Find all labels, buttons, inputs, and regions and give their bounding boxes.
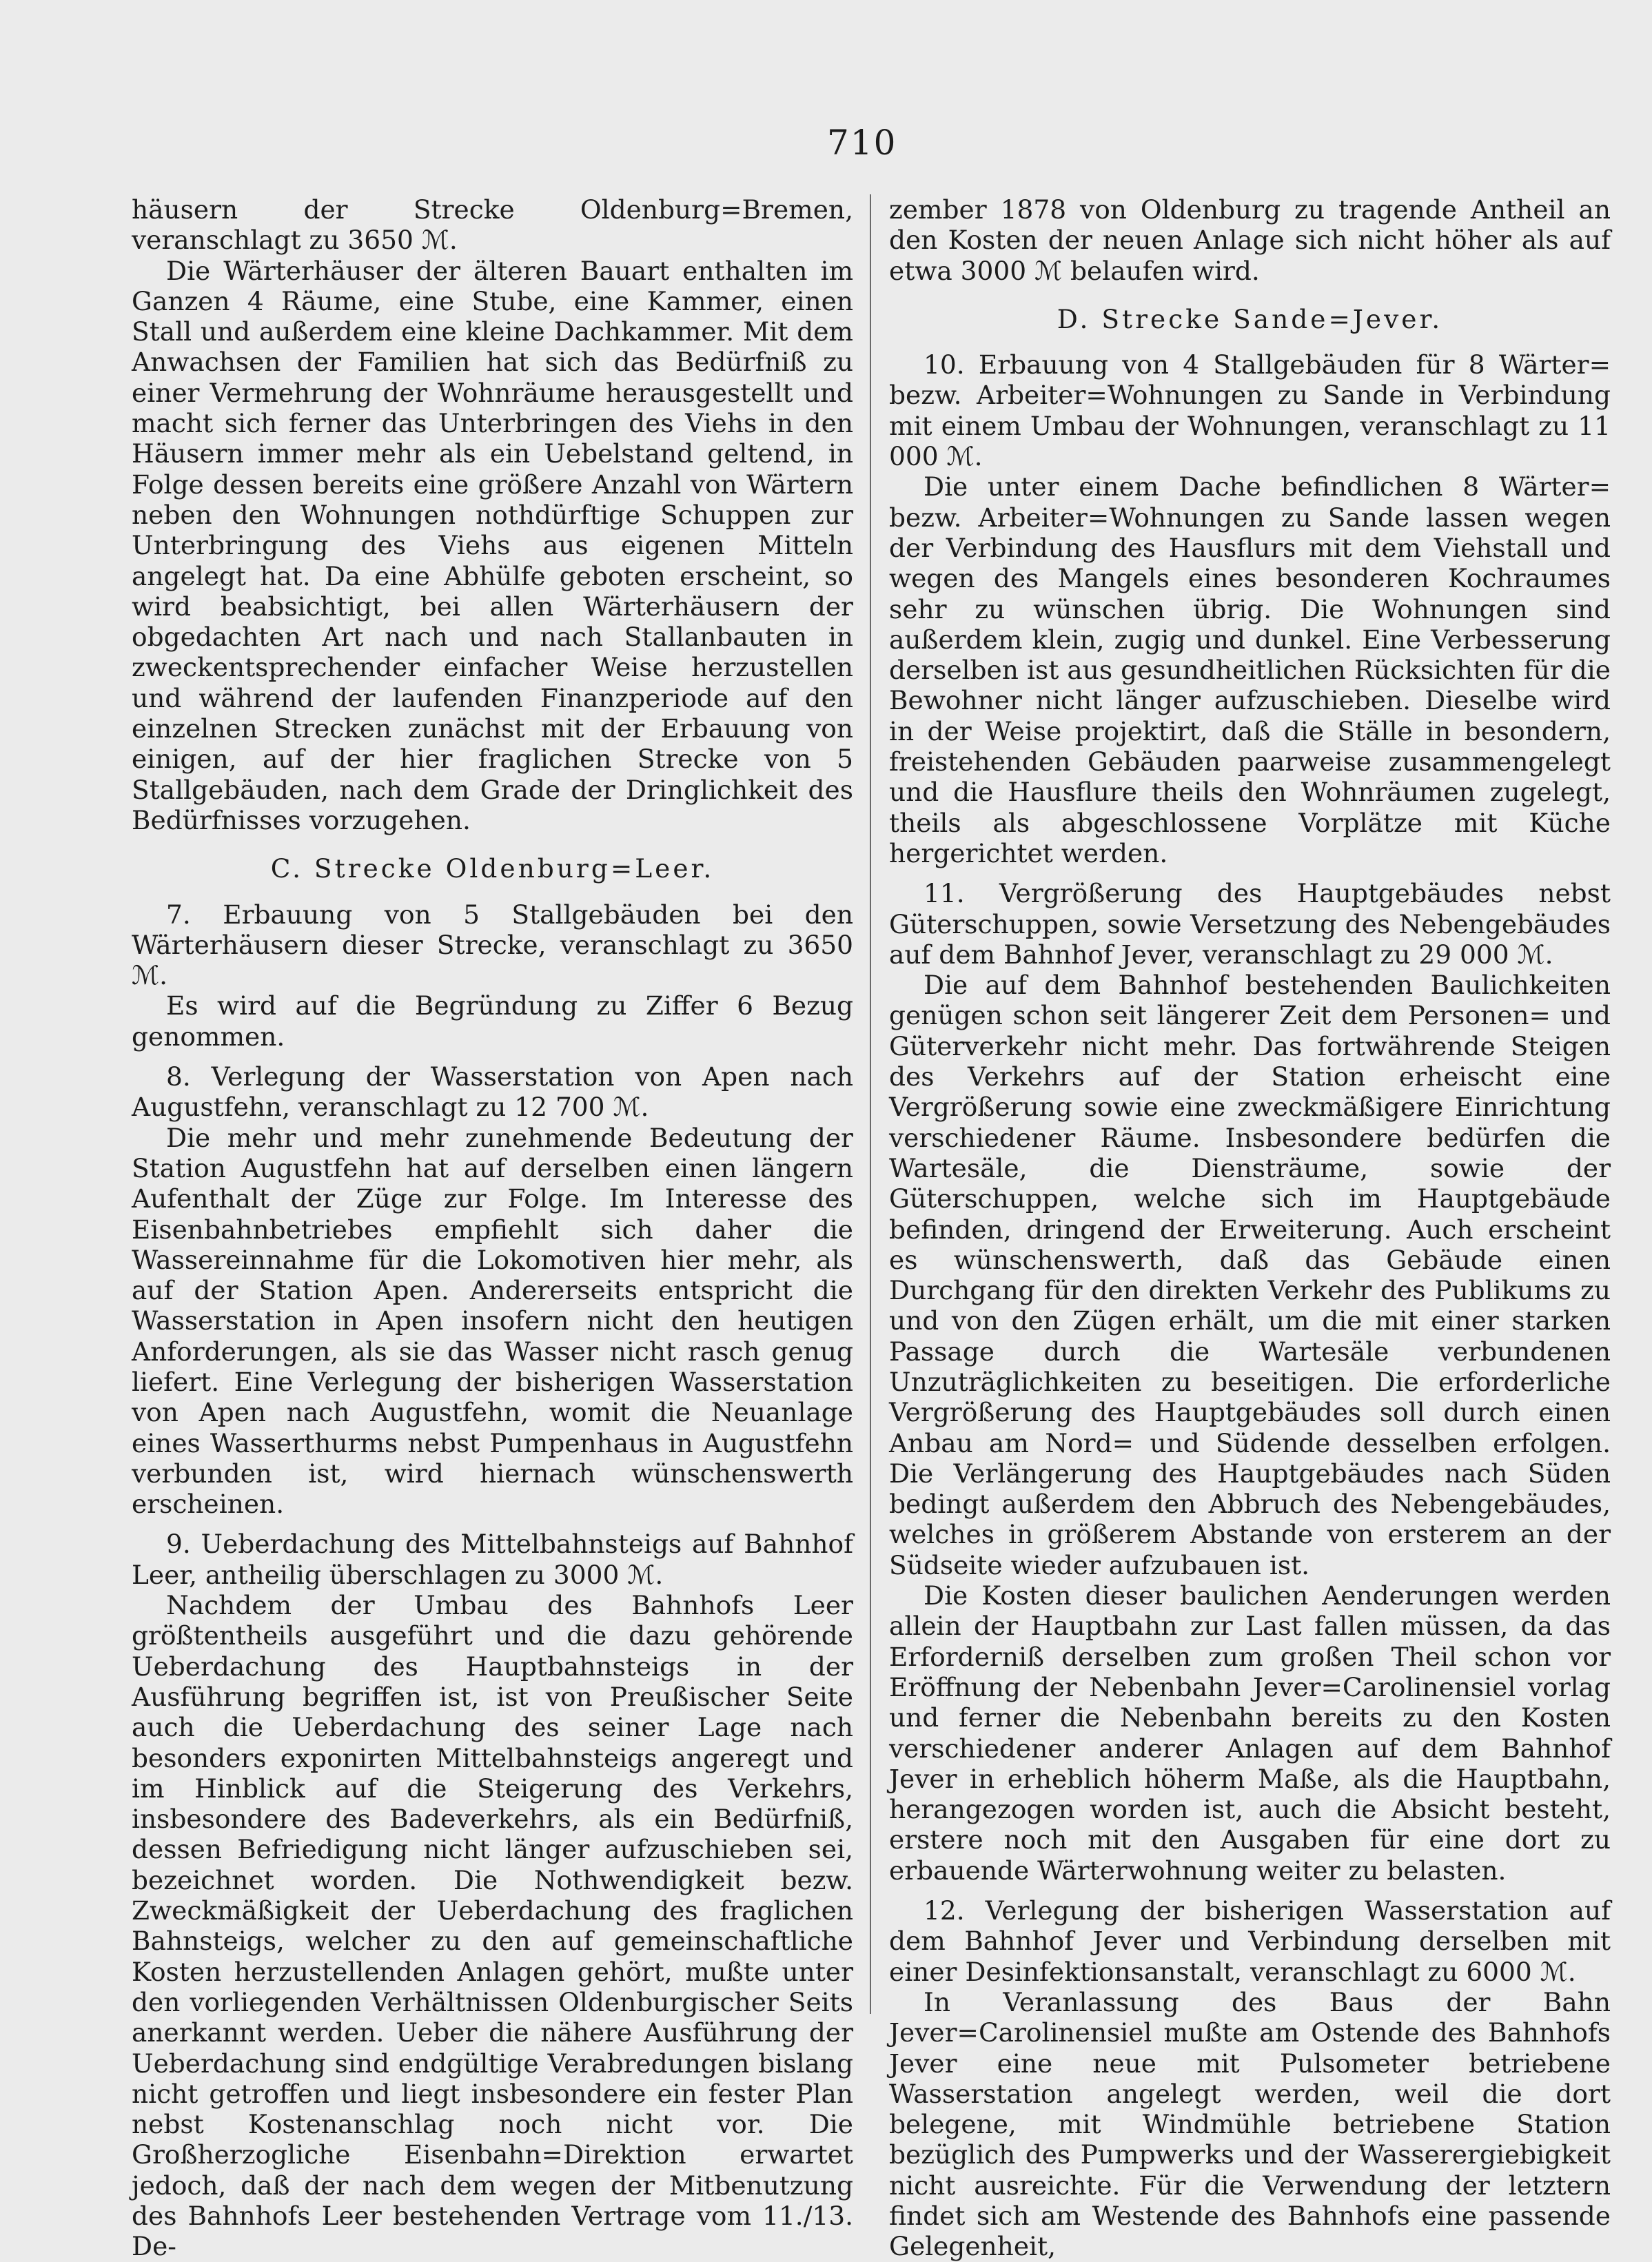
paragraph: Die Wärterhäuser der älteren Bauart enthalten im Ganzen 4 Räume, eine Stube, eine Kammer, einen Stall und außerdem eine kleine Dachkammer. Mit dem Anwachsen der Familien hat sich das Bedürfniß zu einer Vermehrung der Wohnräume herausgestellt und macht sich ferner das Unterbringen des Viehs in den Häusern immer mehr als ein Uebelstand geltend, in Folge dessen bereits eine größere Anzahl von Wärtern neben den Wohnungen nothdürftige Schuppen zur Unterbringung des Viehs aus eigenen Mitteln angelegt hat. Da eine Abhülfe geboten erscheint, so wird beabsichtigt, bei allen Wärterhäusern der obgedachten Art nach und nach Stallanbauten in zweckentsprechender einfacher Weise herzustellen und während der laufenden Finanzperiode auf den einzelnen Strecken zunächst mit der Erbauung von einigen, auf der hier fraglichen Strecke von 5 Stallgebäuden, nach dem Grade der Dringlichkeit des Bedürfnisses vorzugehen. (132, 255, 853, 835)
numbered-item: 7. Erbauung von 5 Stallgebäuden bei den Wärterhäusern dieser Strecke, veranschlagt zu 3650 ℳ. (132, 899, 853, 991)
paragraph: In Veranlassung des Baus der Bahn Jever=Carolinensiel mußte am Ostende des Bahnhofs Jever eine neue mit Pulsometer betriebene Wasserstation angelegt werden, weil die dort belegene, mit Windmühle betriebene Station bezüglich des Pumpwerks und der Wasserergiebigkeit nicht ausreichte. Für die Verwendung der letztern findet sich am Westende des Bahnhofs eine passende Gelegenheit, (889, 1986, 1611, 2262)
column-divider (870, 194, 871, 2014)
paragraph: Die unter einem Dache befindlichen 8 Wärter= bezw. Arbeiter=Wohnungen zu Sande lassen wegen der Verbindung des Hausflurs mit dem Viehstall und wegen des Mangels eines besonderen Kochraumes sehr zu wünschen übrig. Die Wohnungen sind außerdem klein, zugig und dunkel. Eine Verbesserung derselben ist aus gesundheitlichen Rücksichten für die Bewohner nicht länger aufzuschieben. Dieselbe wird in der Weise projektirt, daß die Ställe in besondern, freistehenden Gebäuden paarweise zusammengelegt und die Hausflure theils den Wohnräumen zugelegt, theils als abgeschlossene Vorplätze mit Küche hergerichtet werden. (889, 471, 1611, 868)
page-number: 710 (827, 123, 897, 163)
numbered-item: 12. Verlegung der bisherigen Wasserstation auf dem Bahnhof Jever und Verbindung derselben mit einer Desinfektionsanstalt, veranschlagt zu 6000 ℳ. (889, 1895, 1611, 1987)
numbered-item: 10. Erbauung von 4 Stallgebäuden für 8 Wärter= bezw. Arbeiter=Wohnungen zu Sande in Verbindung mit einem Umbau der Wohnungen, veranschlagt zu 11 000 ℳ. (889, 349, 1611, 472)
paragraph: Es wird auf die Begründung zu Ziffer 6 Bezug genommen. (132, 990, 853, 1052)
paragraph: häusern der Strecke Oldenburg=Bremen, veranschlagt zu 3650 ℳ. (132, 194, 853, 256)
paragraph: Die mehr und mehr zunehmende Bedeutung der Station Augustfehn hat auf derselben einen längern Aufenthalt der Züge zur Folge. Im Interesse des Eisenbahnbetriebes empfiehlt sich daher die Wassereinnahme für die Lokomotiven hier mehr, als auf der Station Apen. Andererseits entspricht die Wasserstation in Apen insofern nicht den heutigen Anforderungen, als sie das Wasser nicht rasch genug liefert. Eine Verlegung der bisherigen Wasserstation von Apen nach Augustfehn, womit die Neuanlage eines Wasserthurms nebst Pumpenhaus in Augustfehn verbunden ist, wird hiernach wünschenswerth erscheinen. (132, 1122, 853, 1520)
paragraph: Die auf dem Bahnhof bestehenden Baulichkeiten genügen schon seit längerer Zeit dem Personen= und Güterverkehr nicht mehr. Das fortwährende Steigen des Verkehrs auf der Station erheischt eine Vergrößerung sowie eine zweckmäßigere Einrichtung verschiedener Räume. Insbesondere bedürfen die Wartesäle, die Diensträume, sowie der Güterschuppen, welche sich im Hauptgebäude befinden, dringend der Erweiterung. Auch erscheint es wünschenswerth, daß das Gebäude einen Durchgang für den direkten Verkehr des Publikums zu und von den Zügen erhält, um die mit einer starken Passage durch die Wartesäle verbundenen Unzuträglichkeiten zu beseitigen. Die erforderliche Vergrößerung des Hauptgebäudes soll durch einen Anbau am Nord= und Südende desselben erfolgen. Die Verlängerung des Hauptgebäudes nach Süden bedingt außerdem den Abbruch des Nebengebäudes, welches in größerem Abstande von ersterem an der Südseite wieder aufzubauen ist. (889, 970, 1611, 1580)
right-column (889, 194, 1611, 2262)
numbered-item: 8. Verlegung der Wasserstation von Apen nach Augustfehn, veranschlagt zu 12 700 ℳ. (132, 1061, 853, 1123)
paragraph: Nachdem der Umbau des Bahnhofs Leer größtentheils ausgeführt und die dazu gehörende Ueberdachung des Hauptbahnsteigs in der Ausführung begriffen ist, ist von Preußischer Seite auch die Ueberdachung des seiner Lage nach besonders exponirten Mittelbahnsteigs angeregt und im Hinblick auf die Steigerung des Verkehrs, insbesondere des Badeverkehrs, als ein Bedürfniß, dessen Befriedigung nicht länger aufzuschieben sei, bezeichnet worden. Die Nothwendigkeit bezw. Zweckmäßigkeit der Ueberdachung des fraglichen Bahnsteigs, welcher zu den auf gemeinschaftliche Kosten herzustellenden Anlagen gehört, mußte unter den vorliegenden Verhältnissen Oldenburgischer Seits anerkannt werden. Ueber die nähere Ausführung der Ueberdachung sind endgültige Verabredungen bislang nicht getroffen und liegt insbesondere ein fester Plan nebst Kostenanschlag noch nicht vor. Die Großherzogliche Eisenbahn=Direktion erwartet jedoch, daß der nach dem wegen der Mitbenutzung des Bahnhofs Leer bestehenden Vertrage vom 11./13. De- (132, 1590, 853, 2262)
numbered-item: 11. Vergrößerung des Hauptgebäudes nebst Güterschuppen, sowie Versetzung des Nebengebäudes auf dem Bahnhof Jever, veranschlagt zu 29 000 ℳ. (889, 878, 1611, 970)
left-column (132, 194, 853, 2262)
section-heading: D. Strecke Sande=Jever. (1057, 303, 1443, 334)
numbered-item: 9. Ueberdachung des Mittelbahnsteigs auf Bahnhof Leer, antheilig überschlagen zu 3000 ℳ. (132, 1529, 853, 1590)
section-heading: C. Strecke Oldenburg=Leer. (270, 853, 715, 884)
paragraph: Die Kosten dieser baulichen Aenderungen werden allein der Hauptbahn zur Last fallen müssen, da das Erforderniß derselben zum großen Theil schon vor Eröffnung der Nebenbahn Jever=Carolinensiel vorlag und ferner die Nebenbahn bereits zu den Kosten verschiedener anderer Anlagen auf dem Bahnhof Jever in erheblich höherm Maße, als die Hauptbahn, herangezogen worden ist, auch die Absicht besteht, erstere noch mit den Ausgaben für eine dort zu erbauende Wärterwohnung weiter zu belasten. (889, 1580, 1611, 1886)
paragraph: zember 1878 von Oldenburg zu tragende Antheil an den Kosten der neuen Anlage sich nicht höher als auf etwa 3000 ℳ belaufen wird. (889, 194, 1611, 286)
